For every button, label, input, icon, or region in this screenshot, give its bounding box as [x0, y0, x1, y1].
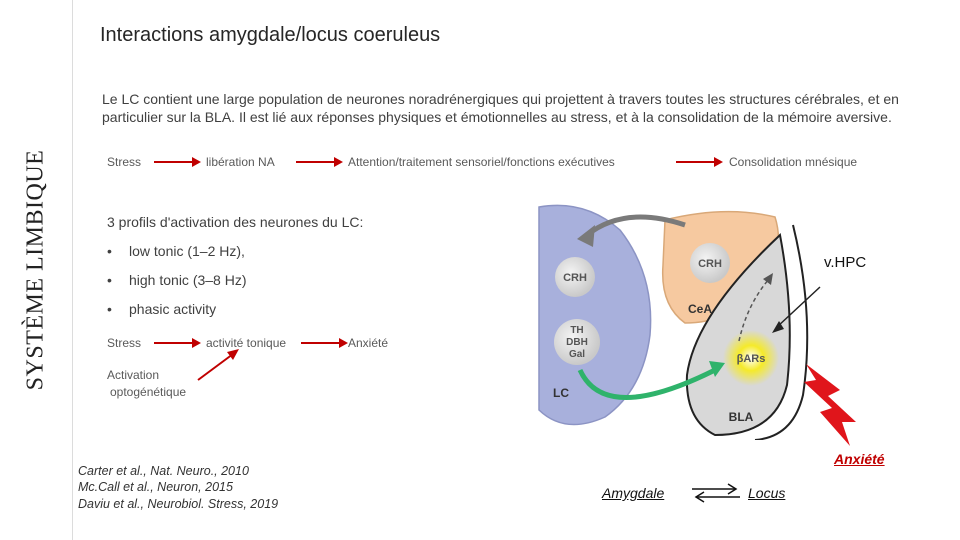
- profiles-heading: 3 profils d'activation des neurones du LC:: [107, 214, 364, 230]
- profile-item-3: • phasic activity: [107, 301, 217, 317]
- bla-label: BLA: [728, 410, 754, 424]
- amygdala-lc-diagram: [525, 195, 825, 440]
- reference-2: Mc.Call et al., Neuron, 2015: [78, 480, 233, 494]
- anxiete-diagram-label: Anxiété: [834, 451, 885, 467]
- flow1-arrow-3: [674, 155, 724, 169]
- lightning-bolt-icon: [800, 360, 860, 450]
- reference-1: Carter et al., Nat. Neuro., 2010: [78, 464, 249, 478]
- th-label: TH: [570, 325, 584, 336]
- flow1-attention: Attention/traitement sensoriel/fonctions exécutives: [348, 155, 615, 169]
- activation-line2: optogénétique: [110, 385, 187, 399]
- profile-item-2: • high tonic (3–8 Hz): [107, 272, 247, 288]
- crh-cea-label: CRH: [698, 258, 722, 270]
- lc-label: LC: [553, 386, 569, 400]
- flow1-stress: Stress: [107, 155, 142, 169]
- cea-label: CeA: [687, 302, 713, 316]
- double-arrow-icon: [690, 482, 742, 504]
- profile-item-1: • low tonic (1–2 Hz),: [107, 243, 245, 259]
- vhpc-label: v.HPC: [824, 254, 867, 271]
- dbh-label: DBH: [566, 337, 588, 348]
- crh-lc-label: CRH: [563, 272, 587, 284]
- flow1-arrow-1: [152, 155, 202, 169]
- sidebar-divider: [72, 0, 73, 540]
- flow2-anxiete: Anxiété: [348, 336, 389, 350]
- amygdale-label: Amygdale: [602, 485, 665, 501]
- sidebar-vertical-title: [0, 0, 72, 540]
- slide-title: Interactions amygdale/locus coeruleus: [100, 24, 441, 46]
- intro-paragraph: Le LC contient une large population de neurones noradrénergiques qui projettent à travers toutes les structures cérébrales, et en particulier sur la BLA. Il est lié aux réponses physiques et émotionnelles au stress, et à la consolidation de la mémoire aversive.: [102, 91, 899, 125]
- flow2-activite: activité tonique: [206, 336, 287, 350]
- bars-label: βARs: [736, 353, 766, 365]
- activation-line1: Activation: [107, 368, 160, 382]
- locus-label: Locus: [748, 485, 786, 501]
- flow1-consolidation: Consolidation mnésique: [729, 155, 858, 169]
- flow1-arrow-2: [294, 155, 344, 169]
- flow2-stress: Stress: [107, 336, 142, 350]
- flow2-arrow-2: [299, 336, 349, 350]
- reference-3: Daviu et al., Neurobiol. Stress, 2019: [78, 497, 279, 511]
- flow2-diagonal-arrow: [195, 346, 245, 384]
- gal-label: Gal: [568, 349, 586, 360]
- sidebar-label: SYSTÈME LIMBIQUE: [22, 149, 49, 391]
- flow1-liberation: libération NA: [206, 155, 275, 169]
